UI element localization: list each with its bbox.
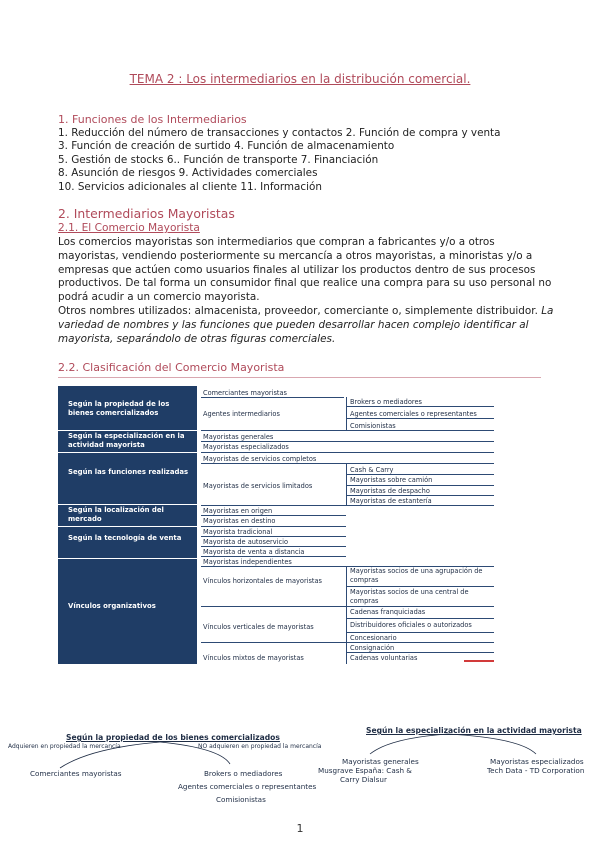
- diagram1-left-note: Adquieren en propiedad la mercancía: [8, 743, 121, 750]
- table-rule: [201, 515, 346, 516]
- diagram2-left-line: Carry Dialsur: [340, 775, 387, 784]
- table-rule: [346, 485, 494, 486]
- red-mark: [464, 660, 494, 662]
- table-rule: [346, 406, 494, 407]
- table-rule: [201, 556, 346, 557]
- diagram1-left-item: Comerciantes mayoristas: [30, 769, 122, 778]
- table-rule: [201, 463, 494, 464]
- table-rule: [346, 463, 347, 505]
- table-separator: [58, 430, 197, 431]
- table-rule: [346, 474, 494, 475]
- table-category: Según la localización del mercado: [68, 506, 164, 523]
- diagram2-title: Según la especialización en la actividad mayorista: [366, 726, 582, 735]
- table-subtype: Mayoristas sobre camión: [350, 476, 433, 484]
- table-subtype: Concesionario: [350, 634, 397, 642]
- table-subtype: Mayoristas de despacho: [350, 487, 430, 495]
- table-left-column: [58, 386, 197, 664]
- table-rule: [201, 546, 346, 547]
- table-rule: [201, 452, 494, 453]
- table-separator: [58, 504, 197, 505]
- table-category: Según la propiedad de los bienes comercializados: [68, 400, 170, 417]
- table-type: Mayoristas especializados: [203, 443, 289, 451]
- table-category: Según las funciones realizadas: [68, 468, 189, 476]
- page-number: 1: [296, 822, 304, 835]
- other-names-paragraph: [58, 305, 558, 346]
- table-type: Vínculos horizontales de mayoristas: [203, 577, 322, 585]
- table-subtype: Cash & Carry: [350, 466, 394, 474]
- table-rule: [201, 430, 494, 431]
- diagram2-right-line: Tech Data - TD Corporation: [487, 766, 585, 775]
- diagram2-left-line: Musgrave España: Cash &: [318, 766, 412, 775]
- table-subtype: Distribuidores oficiales o autorizados: [350, 621, 472, 629]
- functions-line: 8. Asunción de riesgos 9. Actividades comerciales: [58, 167, 318, 179]
- section-divider: [58, 377, 541, 378]
- table-rule: [201, 566, 494, 567]
- table-subtype: Mayoristas socios de una central de compras: [350, 588, 469, 605]
- section1-heading: 1. Funciones de los Intermediarios: [58, 113, 247, 126]
- table-rule: [346, 586, 494, 587]
- subsection-heading: 2.2. Clasificación del Comercio Mayorista: [58, 361, 285, 374]
- table-type: Agentes intermediarios: [203, 410, 280, 418]
- table-subtype: Brokers o mediadores: [350, 398, 422, 406]
- table-rule: [346, 618, 494, 619]
- table-rule: [346, 566, 347, 664]
- table-rule: [346, 495, 494, 496]
- table-rule: [201, 606, 494, 607]
- table-rule: [201, 642, 494, 643]
- classification-table: [58, 386, 496, 664]
- table-type: Mayoristas independientes: [203, 558, 292, 566]
- table-type: Vínculos verticales de mayoristas: [203, 623, 314, 631]
- table-rule: [201, 526, 346, 527]
- table-rule: [346, 652, 494, 653]
- table-subtype: Cadenas franquiciadas: [350, 608, 426, 616]
- table-rule: [346, 632, 494, 633]
- table-type: Comerciantes mayoristas: [203, 389, 287, 397]
- table-category: Vínculos organizativos: [68, 602, 156, 610]
- table-rule: [346, 397, 347, 430]
- table-type: Mayoristas en origen: [203, 507, 273, 515]
- table-type: Mayoristas de servicios limitados: [203, 482, 313, 490]
- subsection-heading: 2.1. El Comercio Mayorista: [58, 222, 200, 234]
- table-rule: [201, 505, 494, 506]
- table-separator: [58, 558, 197, 559]
- functions-line: 5. Gestión de stocks 6.. Función de transporte 7. Financiación: [58, 154, 379, 166]
- table-type: Mayorista de autoservicio: [203, 538, 288, 546]
- wholesale-paragraph: Los comercios mayoristas son intermediarios que compran a fabricantes y/o a otros mayoristas, vendiendo posteriormente su mercancía a otros mayoristas, a minoristas y/o a empresas que actúen como usuarios finales al utilizar los productos dentro de sus procesos productivos. De tal forma un consumidor final que realice una compra para su uso personal no podrá acudir a un comercio mayorista.: [58, 236, 552, 304]
- table-type: Mayorista tradicional: [203, 528, 273, 536]
- diagram1-right-item: Brokers o mediadores: [204, 769, 283, 778]
- table-subtype: Mayoristas de estantería: [350, 497, 432, 505]
- table-subtype: Consignación: [350, 644, 395, 652]
- table-separator: [58, 452, 197, 453]
- table-subtype: Mayoristas socios de una agrupación de compras: [350, 567, 483, 584]
- page-title: TEMA 2 : Los intermediarios en la distribución comercial.: [129, 72, 471, 86]
- table-type: Mayorista de venta a distancia: [203, 548, 305, 556]
- table-type: Mayoristas generales: [203, 433, 274, 441]
- diagram1-title: Según la propiedad de los bienes comercializados: [66, 733, 280, 742]
- diagram1-right-item: Agentes comerciales o representantes: [178, 782, 317, 791]
- table-category: Según la tecnología de venta: [68, 534, 182, 542]
- table-rule: [201, 536, 346, 537]
- functions-line: 3. Función de creación de surtido 4. Función de almacenamiento: [58, 140, 395, 152]
- table-subtype: Comisionistas: [350, 422, 396, 430]
- table-separator: [58, 526, 197, 527]
- section2-heading: 2. Intermediarios Mayoristas: [58, 206, 235, 221]
- table-rule: [201, 397, 344, 398]
- functions-line: 1. Reducción del número de transacciones y contactos 2. Función de compra y venta: [58, 127, 501, 139]
- diagram1-right-item: Comisionistas: [216, 795, 266, 804]
- table-category: Según la especialización en la actividad mayorista: [68, 432, 185, 449]
- table-rule: [201, 441, 494, 442]
- table-subtype: Agentes comerciales o representantes: [350, 410, 477, 418]
- table-type: Vínculos mixtos de mayoristas: [203, 654, 304, 662]
- diagram1-right-note: NO adquieren en propiedad la mercancía: [198, 743, 322, 750]
- diagram2-left-line: Mayoristas generales: [342, 757, 419, 766]
- table-type: Mayoristas de servicios completos: [203, 455, 317, 463]
- diagram2-right-line: Mayoristas especializados: [490, 757, 584, 766]
- table-subtype: Cadenas voluntarias: [350, 654, 418, 662]
- variety-italic-text: La variedad de nombres y las funciones que pueden desarrollar hacen complejo identificar al mayorista, separándolo de otras figuras comerciales.: [58, 305, 554, 345]
- functions-line: 10. Servicios adicionales al cliente 11. Información: [58, 181, 322, 193]
- table-type: Mayoristas en destino: [203, 517, 276, 525]
- other-names-text: Otros nombres utilizados: almacenista, proveedor, comerciante o, simplemente distribuidor.: [58, 305, 538, 317]
- table-rule: [346, 418, 494, 419]
